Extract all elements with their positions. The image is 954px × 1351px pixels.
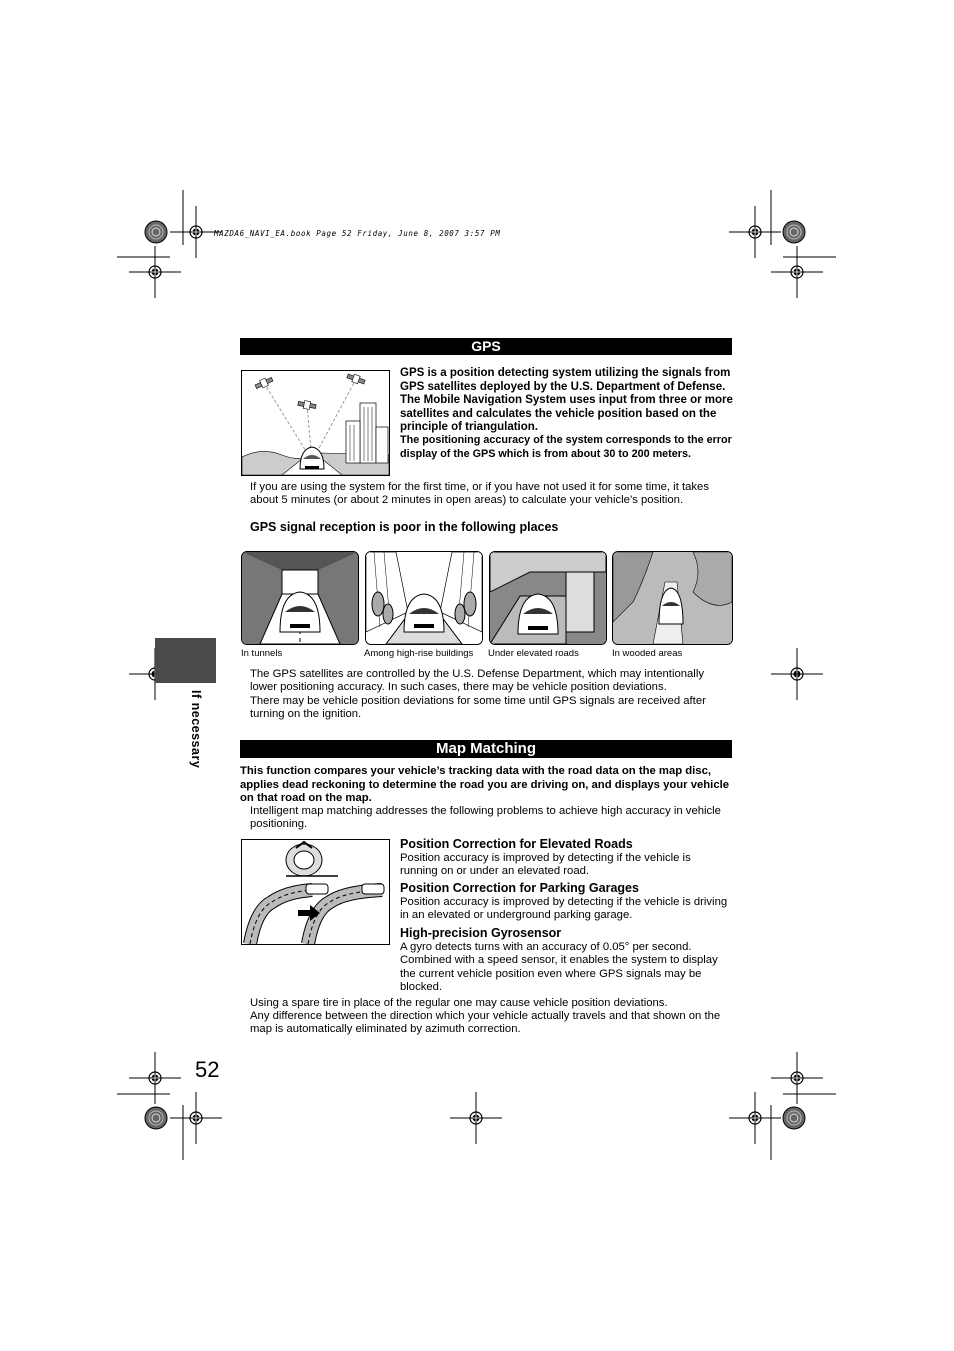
- place-caption: In tunnels: [241, 648, 283, 659]
- page-number: 52: [195, 1057, 220, 1082]
- color-target-icon: [145, 1107, 167, 1129]
- gps-defense-note: The GPS satellites are controlled by the U.S. Defense Department, which may intentionally lower positioning accuracy. In such cases, there may be vehicle position deviations.: [250, 668, 704, 694]
- crosshair-icon: [450, 1092, 502, 1144]
- color-target-icon: [783, 221, 805, 243]
- crosshair-icon: [729, 1092, 781, 1144]
- gps-ignition-note: There may be vehicle position deviations for some time until GPS signals are received after turning on the ignition.: [250, 695, 706, 721]
- poor-reception-heading: GPS signal reception is poor in the following places: [250, 520, 559, 534]
- map-matching-intro: Intelligent map matching addresses the following problems to achieve high accuracy in vehicle positioning.: [250, 805, 721, 831]
- place-caption: Under elevated roads: [488, 648, 579, 659]
- side-tab-label: If necessary: [189, 690, 203, 769]
- color-target-icon: [783, 1107, 805, 1129]
- crosshair-icon: [129, 246, 181, 298]
- feature-heading: High-precision Gyrosensor: [400, 926, 562, 940]
- map-matching-section-title: Map Matching: [240, 740, 732, 758]
- feature-heading: Position Correction for Parking Garages: [400, 881, 639, 895]
- wooded-area-illustration: [612, 551, 733, 645]
- gps-satellite-illustration: [241, 370, 390, 476]
- map-matching-intro-bold: This function compares your vehicle’s tracking data with the road data on the map disc, applies dead reckoning to determine the road you are driving on, and displays your vehicle on that road on the map.: [240, 765, 730, 804]
- color-target-icon: [145, 221, 167, 243]
- map-matching-illustration: [241, 839, 390, 945]
- crosshair-icon: [771, 246, 823, 298]
- azimuth-note: Any difference between the direction which your vehicle actually travels and that shown on the map is automatically eliminated by azimuth correction.: [250, 1010, 721, 1036]
- gps-first-use-note: If you are using the system for the first time, or if you have not used it for some time, it takes about 5 minutes (or about 2 minutes in open areas) to calculate your vehicle’s position.: [250, 481, 709, 507]
- satellite-icon: [254, 376, 274, 391]
- feature-text: Position accuracy is improved by detecting if the vehicle is running on or under an elevated road.: [400, 852, 691, 878]
- feature-text: Position accuracy is improved by detecting if the vehicle is driving in an elevated or underground parking garage.: [400, 896, 728, 922]
- elevated-road-illustration: [489, 551, 607, 645]
- buildings-illustration: [365, 551, 483, 645]
- car-icon: [362, 884, 384, 894]
- print-header: MAZDA6_NAVI_EA.book Page 52 Friday, June 8, 2007 3:57 PM: [214, 229, 501, 238]
- spare-tire-note: Using a spare tire in place of the regular one may cause vehicle position deviations.: [250, 997, 668, 1009]
- place-caption: In wooded areas: [612, 648, 683, 659]
- gps-section-title: GPS: [240, 338, 732, 355]
- gps-intro-bold: GPS is a position detecting system utilizing the signals from GPS satellites deployed by the U.S. Department of Defense. The Mobile Navigation System uses input from three or more satellites and calculates the vehicle position based on the principle of triangulation.: [400, 367, 733, 433]
- place-caption: Among high-rise buildings: [364, 648, 474, 659]
- car-icon: [306, 884, 328, 894]
- crosshair-icon: [170, 1092, 222, 1144]
- satellite-icon: [297, 399, 316, 410]
- crosshair-icon: [129, 1052, 181, 1104]
- feature-text: A gyro detects turns with an accuracy of 0.05° per second. Combined with a speed sensor, it enables the system to display the current vehicle position even where GPS signals may be blocked.: [400, 941, 718, 994]
- gps-accuracy-note: The positioning accuracy of the system corresponds to the error display of the GPS which is from about 30 to 200 meters.: [400, 434, 732, 460]
- side-tab: [155, 638, 216, 683]
- crosshair-icon: [729, 206, 781, 258]
- satellite-icon: [346, 372, 366, 386]
- crosshair-icon: [771, 1052, 823, 1104]
- tunnel-illustration: [241, 551, 359, 645]
- feature-heading: Position Correction for Elevated Roads: [400, 837, 633, 851]
